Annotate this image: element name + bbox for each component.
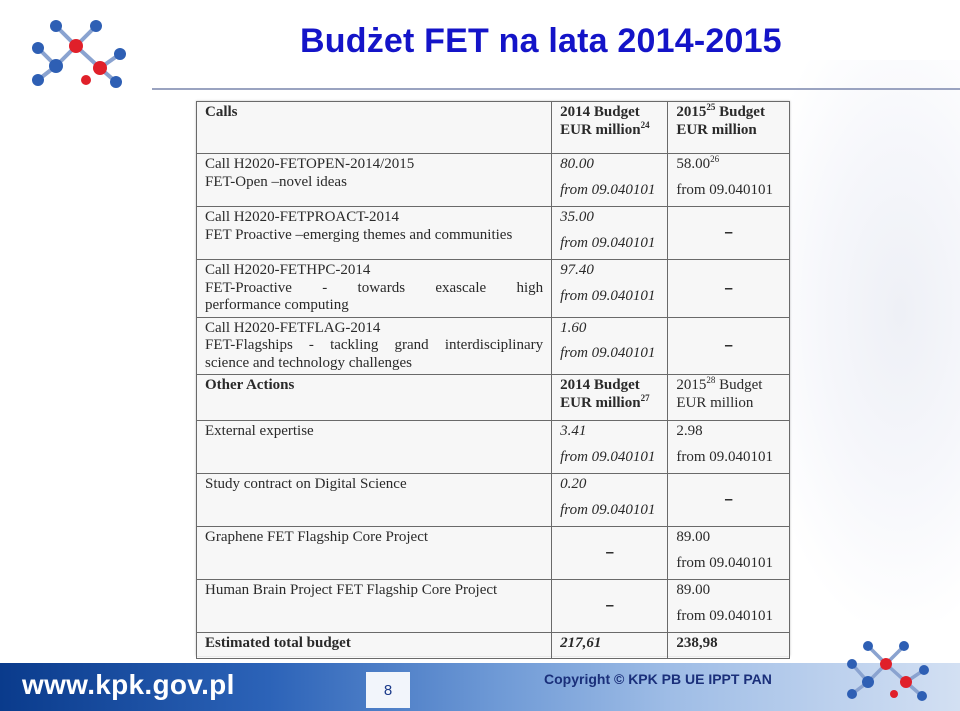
- footnote-ref: 24: [640, 119, 650, 130]
- copyright-text: Copyright © KPK PB UE IPPT PAN: [544, 671, 772, 687]
- table-row: [197, 317, 790, 375]
- budget-2015-value: 89.00: [676, 582, 711, 598]
- header-2014: [552, 102, 668, 154]
- header-other-2015-year: 2015: [676, 377, 707, 393]
- total-row: [197, 633, 790, 659]
- budget-2014-value: 80.00: [560, 156, 594, 172]
- budget-2015-cell: [668, 580, 790, 633]
- header-calls: Calls: [197, 102, 552, 154]
- header-other-2014-line1: 2014 Budget: [560, 377, 640, 393]
- action-label: External expertise: [197, 421, 552, 474]
- table-row: [197, 260, 790, 318]
- header-2014-line1: 2014 Budget: [560, 104, 640, 120]
- budget-2015-source: from 09.040101: [676, 607, 774, 624]
- title-divider: [152, 88, 960, 90]
- budget-2014-cell: [552, 260, 668, 318]
- budget-2014-cell: [552, 154, 668, 207]
- header-other-2014-line2: EUR million: [560, 394, 641, 411]
- call-cell: [197, 154, 552, 207]
- page-number: 8: [383, 681, 393, 699]
- table-row: [197, 527, 790, 580]
- call-desc-cont: science and technology challenges: [205, 354, 412, 371]
- budget-2014-value: 3.41: [560, 423, 587, 439]
- table-header-row: [197, 102, 790, 154]
- header-2015-line1: Budget: [715, 104, 765, 120]
- budget-2015-source: from 09.040101: [676, 181, 774, 198]
- action-label: Graphene FET Flagship Core Project: [197, 527, 552, 580]
- budget-2015-value: 58.00: [676, 156, 711, 172]
- total-2014: 217,61: [552, 633, 668, 659]
- call-id: Call H2020-FETFLAG-2014: [205, 319, 381, 336]
- call-desc-cont: performance computing: [205, 297, 349, 313]
- budget-2014-empty: –: [552, 580, 668, 633]
- budget-2014-cell: [552, 474, 668, 527]
- header-other-2015-line2: EUR million: [676, 394, 754, 411]
- budget-2014-source: from 09.040101: [560, 234, 656, 251]
- budget-2014-empty: –: [552, 527, 668, 580]
- call-desc: FET Proactive –emerging themes and communities: [205, 226, 513, 243]
- budget-2015-empty: –: [668, 260, 790, 318]
- table-row: [197, 207, 790, 260]
- call-cell: [197, 207, 552, 260]
- action-label: Human Brain Project FET Flagship Core Project: [197, 580, 552, 633]
- header-2014-line2: EUR million: [560, 121, 641, 138]
- budget-2014-cell: [552, 207, 668, 260]
- budget-2015-source: from 09.040101: [676, 448, 774, 465]
- budget-2015-empty: –: [668, 207, 790, 260]
- other-actions-header-row: [197, 375, 790, 421]
- footnote-ref: 25: [706, 102, 716, 112]
- kpk-logo-icon: [16, 14, 140, 92]
- budget-2015-value: 2.98: [676, 423, 703, 439]
- call-id: Call H2020-FETHPC-2014: [205, 262, 371, 278]
- page-title: Budżet FET na lata 2014-2015: [300, 22, 782, 60]
- header-other-2015-line1: Budget: [715, 377, 763, 393]
- budget-2015-cell: [668, 154, 790, 207]
- budget-2014-value: 1.60: [560, 319, 587, 336]
- budget-2014-source: from 09.040101: [560, 501, 656, 518]
- header-other-2015: [668, 375, 790, 421]
- background-watermark: [760, 60, 960, 620]
- action-label: Study contract on Digital Science: [197, 474, 552, 527]
- budget-2015-cell: [668, 421, 790, 474]
- budget-2014-value: 97.40: [560, 262, 594, 278]
- header-2015-line2: EUR million: [676, 121, 757, 138]
- budget-2014-cell: [552, 317, 668, 375]
- page-number-box: [366, 672, 410, 708]
- budget-table-image: [196, 101, 790, 656]
- call-desc: FET-Flagships - tackling grand interdisciplinary: [205, 337, 544, 353]
- footnote-ref: 28: [706, 375, 716, 385]
- budget-2015-source: from 09.040101: [676, 554, 774, 571]
- call-desc: FET-Proactive - towards exascale high: [205, 279, 544, 296]
- budget-2014-cell: [552, 421, 668, 474]
- table-row: [197, 474, 790, 527]
- footer-bar: [0, 663, 960, 711]
- budget-2014-source: from 09.040101: [560, 287, 656, 304]
- header-other-actions: Other Actions: [197, 375, 552, 421]
- footnote-ref: 26: [710, 154, 720, 164]
- total-2015: 238,98: [668, 633, 790, 659]
- call-cell: [197, 317, 552, 375]
- budget-2015-cell: [668, 527, 790, 580]
- header-2015: [668, 102, 790, 154]
- table-row: [197, 421, 790, 474]
- budget-2015-value: 89.00: [676, 529, 711, 545]
- budget-2014-source: from 09.040101: [560, 448, 656, 465]
- table-row: [197, 580, 790, 633]
- header-2015-year: 2015: [676, 104, 707, 120]
- call-id: Call H2020-FETPROACT-2014: [205, 209, 400, 225]
- total-label: Estimated total budget: [197, 633, 552, 659]
- budget-2015-empty: –: [668, 317, 790, 375]
- budget-table: [196, 101, 790, 659]
- budget-2014-source: from 09.040101: [560, 345, 656, 361]
- budget-2014-value: 35.00: [560, 209, 594, 225]
- table-row: [197, 154, 790, 207]
- call-desc: FET-Open –novel ideas: [205, 173, 347, 190]
- budget-2015-empty: –: [668, 474, 790, 527]
- call-cell: [197, 260, 552, 318]
- budget-2014-value: 0.20: [560, 476, 587, 492]
- header-other-2014: [552, 375, 668, 421]
- budget-2014-source: from 09.040101: [560, 181, 656, 198]
- kpk-logo-small-icon: [838, 636, 938, 704]
- footer-url: www.kpk.gov.pl: [22, 669, 235, 700]
- footnote-ref: 27: [640, 392, 650, 403]
- call-id: Call H2020-FETOPEN-2014/2015: [205, 156, 415, 172]
